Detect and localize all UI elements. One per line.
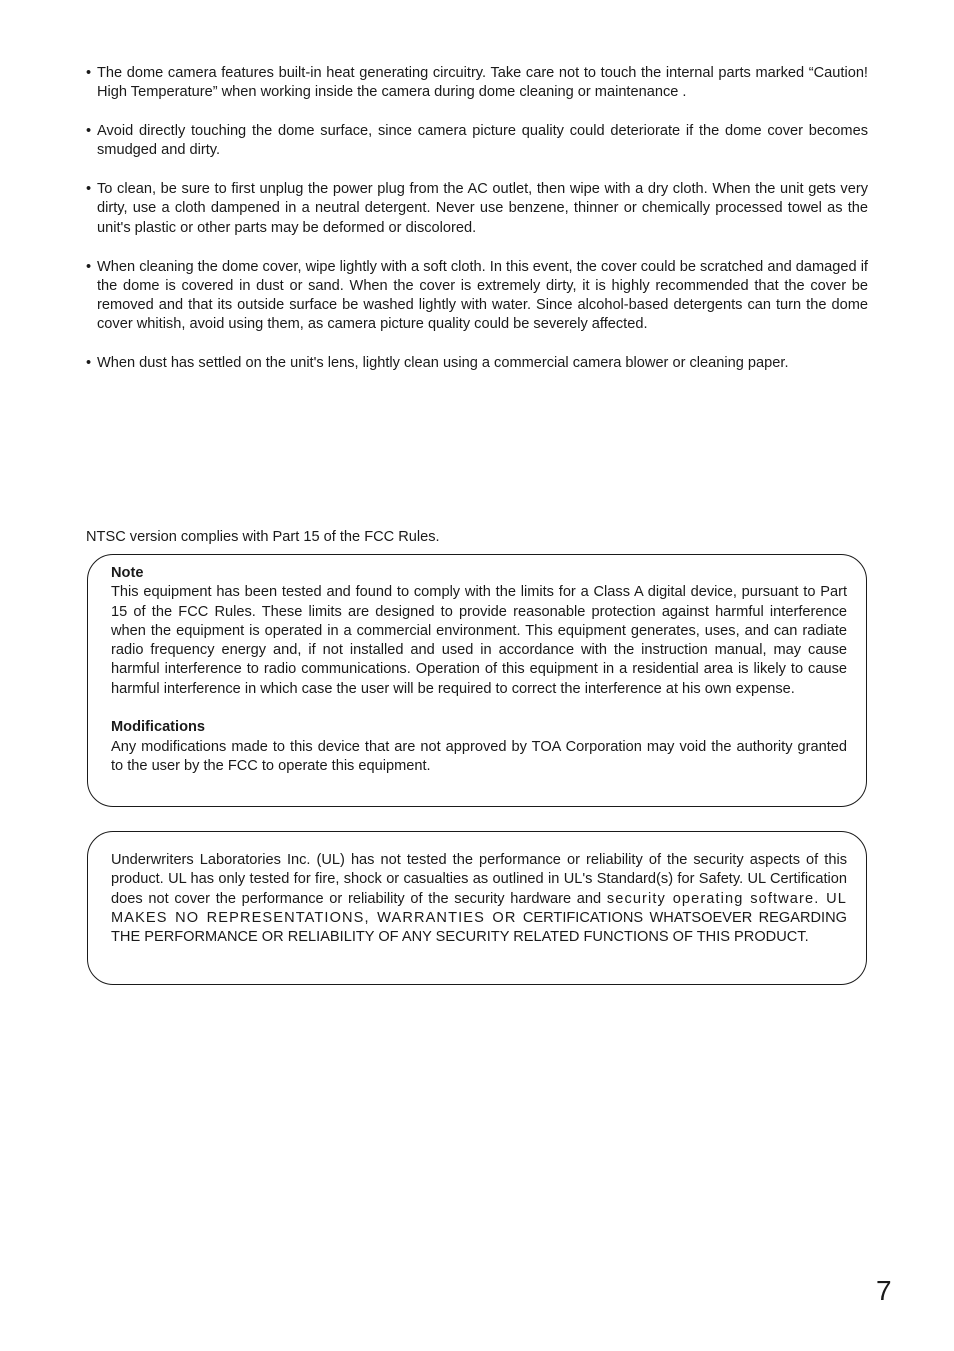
care-note-heat xyxy=(86,64,868,103)
note-heading: Note xyxy=(111,565,144,581)
bullet-marker: • xyxy=(86,258,92,275)
ul-disclaimer-text xyxy=(111,851,847,947)
bullet-marker: • xyxy=(86,65,92,81)
care-note-lens xyxy=(86,354,868,373)
ul-text-part1: Underwriters Laboratories Inc. (UL) has not tested the performance or reliability of the security aspects of this product. UL has only tested for fire, shock or casualties as outlined in UL's Standard(s) for Safety. UL Certification does not cover the performance or reliability of the security hardware and xyxy=(111,852,847,907)
fcc-notice-box xyxy=(87,554,867,807)
care-note-text: When cleaning the dome cover, wipe lightly with a soft cloth. In this event, the cover could be scratched and damaged if the dome is covered in dust or sand. When the cover is extremely dirty, it is highly recommended that the cover be removed and that its outside surface be washed lightly with water. Since alcohol-based detergents can turn the dome cover whitish, avoid using them, as camera picture quality could be severely affected. xyxy=(97,258,868,333)
ul-text-part3: CERTIFICATIONS WHATSOEVER REGARDING THE PERFORMANCE OR RELIABILITY OF ANY SECURITY RELATED FUNCTIONS OF THIS PRODUCT. xyxy=(111,909,847,946)
bullet-marker: • xyxy=(86,123,92,140)
paragraph-gap xyxy=(111,699,847,718)
care-note-dome-surface xyxy=(86,122,868,161)
care-note-text: When dust has settled on the unit's lens, lightly clean using a commercial camera blower or cleaning paper. xyxy=(97,355,789,372)
bullet-marker: • xyxy=(86,355,92,372)
bullet-marker: • xyxy=(86,181,92,198)
page-number: 7 xyxy=(876,1275,892,1306)
care-note-dome-cover xyxy=(86,258,868,335)
care-note-text: Avoid directly touching the dome surface, since camera picture quality could deteriorate if the dome cover becomes smudged and dirty. xyxy=(97,123,868,159)
ul-disclaimer-box xyxy=(87,831,867,985)
care-note-text: The dome camera features built-in heat generating circuitry. Take care not to touch the internal parts marked “Caution! High Temperature” when working inside the camera during dome cleaning or maintenance . xyxy=(97,65,868,101)
modifications-text: Any modifications made to this device that are not approved by TOA Corporation may void the authority granted to the user by the FCC to operate this equipment. xyxy=(111,738,847,774)
ul-text-part2: security operating software. UL MAKES NO REPRESENTATIONS, WARRANTIES OR xyxy=(111,890,848,926)
note-text: This equipment has been tested and found to comply with the limits for a Class A digital device, pursuant to Part 15 of the FCC Rules. These limits are designed to provide reasonable protection against harmful interference when the equipment is operated in a commercial environment. This equipment generates, uses, and can radiate radio frequency energy and, if not installed and used in accordance with the instruction manual, may cause harmful interference to radio communications. Operation of this equipment in a residential area is likely to cause harmful interference in which case the user will be required to correct the interference at his own expense. xyxy=(111,584,847,697)
care-notes-list xyxy=(86,64,868,393)
care-note-cleaning xyxy=(86,180,868,238)
modifications-heading: Modifications xyxy=(111,719,206,736)
care-note-text: To clean, be sure to first unplug the power plug from the AC outlet, then wipe with a dry cloth. When the unit gets very dirty, use a cloth dampened in a neutral detergent. Never use benzene, thinner or chemically processed towel as the unit's plastic or other parts may be deformed or discolored. xyxy=(97,181,868,236)
fcc-statement: NTSC version complies with Part 15 of the FCC Rules. xyxy=(86,529,440,545)
